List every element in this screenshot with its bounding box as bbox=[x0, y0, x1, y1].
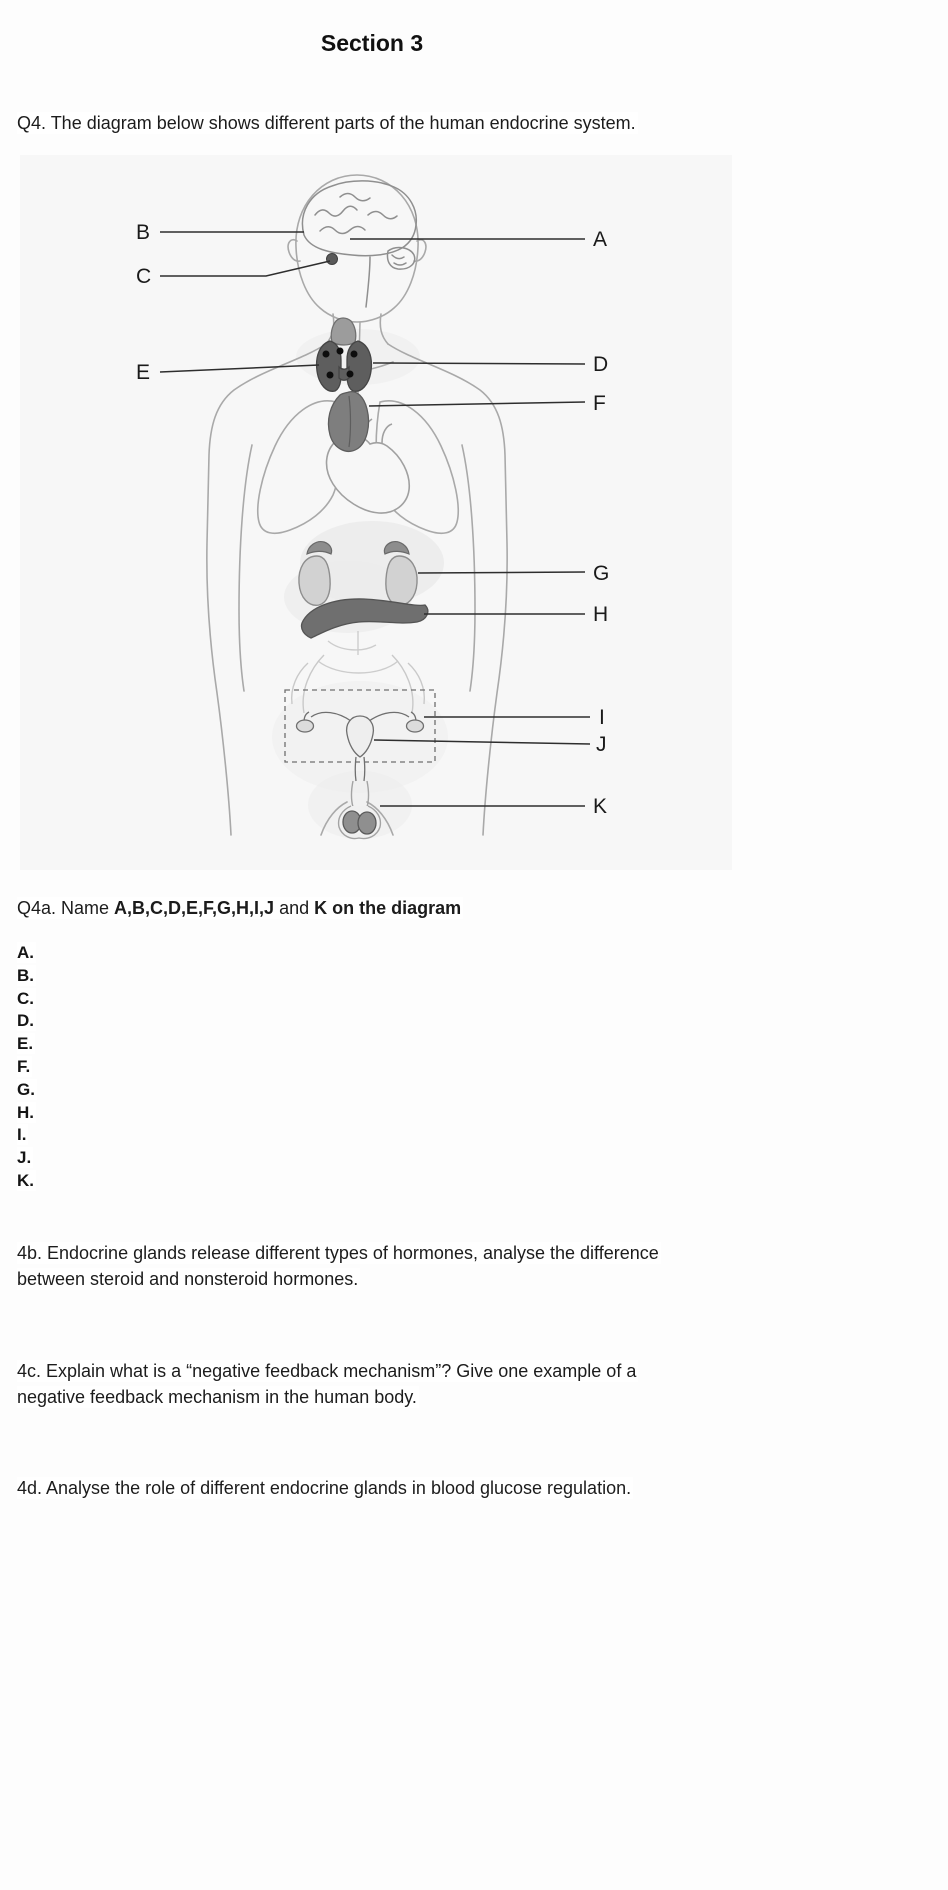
abdominal-organs-faint bbox=[318, 631, 398, 673]
section-title: Section 3 bbox=[320, 30, 424, 56]
diagram-label-j: J bbox=[596, 733, 607, 756]
diagram-label-a: A bbox=[593, 228, 608, 251]
q4a-prefix: Q4a. Name bbox=[17, 898, 115, 918]
endocrine-figure bbox=[20, 155, 732, 870]
q4a-question-text bbox=[17, 897, 463, 919]
diagram-label-k: K bbox=[593, 795, 608, 818]
answer-line-d: D. bbox=[17, 1011, 34, 1031]
q4a-answer-list bbox=[17, 942, 37, 1193]
answer-line-b: B. bbox=[17, 965, 34, 985]
pituitary-gland bbox=[327, 254, 338, 265]
answer-line-c: C. bbox=[17, 988, 34, 1008]
q4b-question-text: 4b. Endocrine glands release different types of hormones, analyse the difference between steroid and nonsteroid hormones. bbox=[17, 1243, 659, 1289]
diagram-label-i: I bbox=[599, 706, 605, 729]
q4d-question-text: 4d. Analyse the role of different endocrine glands in blood glucose regulation. bbox=[17, 1478, 632, 1498]
brain bbox=[302, 181, 416, 307]
label-line-g bbox=[418, 572, 585, 573]
q4-intro-text: Q4. The diagram below shows different parts of the human endocrine system. bbox=[17, 113, 636, 133]
diagram-label-d: D bbox=[593, 353, 609, 376]
q4a-connector: and bbox=[274, 898, 315, 918]
endocrine-diagram bbox=[20, 155, 732, 870]
q4d-question bbox=[17, 1475, 747, 1501]
q4a-suffix-bold: K on the diagram bbox=[314, 898, 462, 918]
answer-line-g: G. bbox=[17, 1079, 35, 1099]
diagram-label-e: E bbox=[136, 361, 151, 384]
answer-line-i: I. bbox=[17, 1125, 27, 1145]
diagram-label-b: B bbox=[136, 221, 151, 244]
q4-intro bbox=[17, 110, 747, 136]
diagram-label-h: H bbox=[593, 603, 609, 626]
answer-line-k: K. bbox=[17, 1170, 34, 1190]
q4c-question bbox=[17, 1358, 682, 1410]
answer-line-e: E. bbox=[17, 1034, 34, 1054]
label-line-c bbox=[160, 261, 330, 276]
q4c-question-text: 4c. Explain what is a “negative feedback mechanism”? Give one example of a negative feedback mechanism in the human body. bbox=[17, 1361, 637, 1407]
answer-line-a: A. bbox=[17, 943, 34, 962]
label-line-d bbox=[373, 363, 585, 364]
q4a-labels-bold: A,B,C,D,E,F,G,H,I,J bbox=[114, 898, 275, 918]
diagram-label-g: G bbox=[593, 562, 610, 585]
thymus-gland bbox=[328, 392, 368, 452]
answer-line-f: F. bbox=[17, 1056, 31, 1076]
diagram-label-f: F bbox=[593, 392, 606, 415]
diagram-label-c: C bbox=[136, 265, 152, 288]
answer-line-j: J. bbox=[17, 1148, 32, 1168]
q4b-question bbox=[17, 1240, 707, 1292]
answer-line-h: H. bbox=[17, 1102, 34, 1122]
label-line-e bbox=[160, 365, 319, 372]
q4a-question bbox=[17, 895, 747, 921]
